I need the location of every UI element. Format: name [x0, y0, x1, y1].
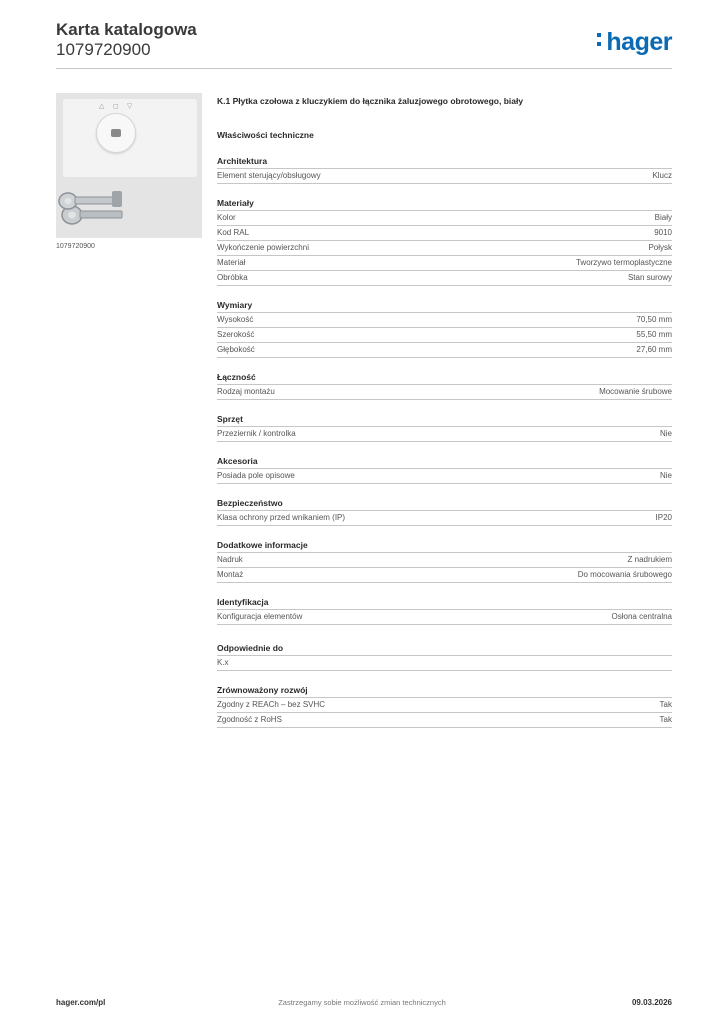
spec-value: Tak: [659, 700, 672, 709]
spec-row: [217, 568, 672, 583]
spec-label: Element sterujący/obsługowy: [217, 171, 321, 180]
spec-label: Materiał: [217, 258, 246, 267]
spec-label: Kolor: [217, 213, 236, 222]
section-title: Bezpieczeństwo: [217, 496, 672, 511]
spec-value: 9010: [654, 228, 672, 237]
spec-label: Zgodność z RoHS: [217, 715, 282, 724]
spec-section: [217, 595, 672, 625]
spec-label: Posiada pole opisowe: [217, 471, 295, 480]
spec-row: [217, 610, 672, 625]
spec-value: 55,50 mm: [636, 330, 672, 339]
spec-value: Tak: [659, 715, 672, 724]
compatible-title: Odpowiednie do: [217, 641, 672, 656]
spec-value: Stan surowy: [627, 273, 672, 282]
spec-label: Wysokość: [217, 315, 254, 324]
spec-value: Nie: [659, 429, 672, 438]
spec-value: Tworzywo termoplastyczne: [575, 258, 672, 267]
spec-row: [217, 427, 672, 442]
keys-icon: [58, 181, 138, 233]
spec-section: [217, 454, 672, 484]
spec-row: [217, 271, 672, 286]
spec-row: [217, 226, 672, 241]
spec-row: [217, 698, 672, 713]
section-title: Akcesoria: [217, 454, 672, 469]
spec-row: [217, 553, 672, 568]
spec-row: [217, 343, 672, 358]
product-title: K.1 Płytka czołowa z kluczykiem do łącznika żaluzjowego obrotowego, biały: [217, 96, 524, 106]
document-date: 09.03.2026: [631, 998, 672, 1007]
spec-value: Klucz: [652, 171, 672, 180]
tech-properties-heading: Właściwości techniczne: [217, 130, 314, 140]
spec-section: [217, 370, 672, 400]
spec-section: [217, 538, 672, 583]
compatible-section: [217, 641, 672, 671]
spec-label: Głębokość: [217, 345, 255, 354]
stop-symbol: ◻: [113, 103, 119, 110]
spec-label: Klasa ochrony przed wnikaniem (IP): [217, 513, 346, 522]
spec-value: Do mocowania śrubowego: [577, 570, 672, 579]
spec-value: Z nadrukiem: [627, 555, 672, 564]
spec-value: Biały: [654, 213, 672, 222]
spec-row: [217, 313, 672, 328]
spec-label: Rodzaj montażu: [217, 387, 275, 396]
up-arrow-symbol: △: [99, 103, 105, 110]
spec-section: [217, 298, 672, 358]
sustainability-title: Zrównoważony rozwój: [217, 683, 672, 698]
section-title: Materiały: [217, 196, 672, 211]
spec-row: [217, 241, 672, 256]
compatible-item: [217, 656, 672, 671]
spec-row: [217, 713, 672, 728]
down-arrow-symbol: ▽: [127, 103, 133, 110]
spec-row: [217, 256, 672, 271]
section-title: Identyfikacja: [217, 595, 672, 610]
spec-value: Osłona centralna: [611, 612, 672, 621]
spec-label: Przeziernik / kontrolka: [217, 429, 296, 438]
spec-section: [217, 154, 672, 184]
section-title: Łączność: [217, 370, 672, 385]
spec-section: [217, 412, 672, 442]
spec-row: [217, 211, 672, 226]
spec-value: 70,50 mm: [636, 315, 672, 324]
spec-label: Obróbka: [217, 273, 248, 282]
spec-row: [217, 385, 672, 400]
section-title: Architektura: [217, 154, 672, 169]
image-caption: 1079720900: [56, 243, 95, 250]
section-title: Dodatkowe informacje: [217, 538, 672, 553]
spec-label: Montaż: [217, 570, 244, 579]
section-title: Sprzęt: [217, 412, 672, 427]
spec-label: Nadruk: [217, 555, 243, 564]
spec-label: Zgodny z REACh – bez SVHC: [217, 700, 326, 709]
spec-label: Szerokość: [217, 330, 255, 339]
spec-section: [217, 496, 672, 526]
product-details: [217, 94, 672, 728]
sustainability-section: [217, 683, 672, 728]
spec-value: Mocowanie śrubowe: [599, 387, 672, 396]
spec-sections: [217, 154, 672, 625]
spec-label: Wykończenie powierzchni: [217, 243, 309, 252]
website-link[interactable]: hager.com/pl: [56, 998, 106, 1007]
header-divider: [56, 68, 672, 69]
compatible-item-label: K.x: [217, 658, 229, 667]
spec-label: Kod RAL: [217, 228, 250, 237]
hager-logo: [606, 28, 672, 57]
article-number: 1079720900: [56, 40, 151, 59]
spec-row: [217, 469, 672, 484]
section-title: Wymiary: [217, 298, 672, 313]
cover-plate-image: [63, 99, 197, 177]
spec-label: Konfiguracja elementów: [217, 612, 303, 621]
logo-colon-mark: [597, 33, 602, 51]
spec-section: [217, 196, 672, 286]
page-title: Karta katalogowa: [56, 20, 197, 39]
spec-value: Połysk: [648, 243, 672, 252]
logo-text: hager: [606, 28, 672, 56]
product-image: [56, 93, 202, 238]
spec-value: Nie: [659, 471, 672, 480]
spec-row: [217, 169, 672, 184]
spec-row: [217, 511, 672, 526]
spec-value: 27,60 mm: [636, 345, 672, 354]
spec-row: [217, 328, 672, 343]
disclaimer: Zastrzegamy sobie możliwość zmian technicznych: [278, 998, 446, 1007]
key-switch-knob: [96, 113, 136, 153]
spec-value: IP20: [655, 513, 672, 522]
